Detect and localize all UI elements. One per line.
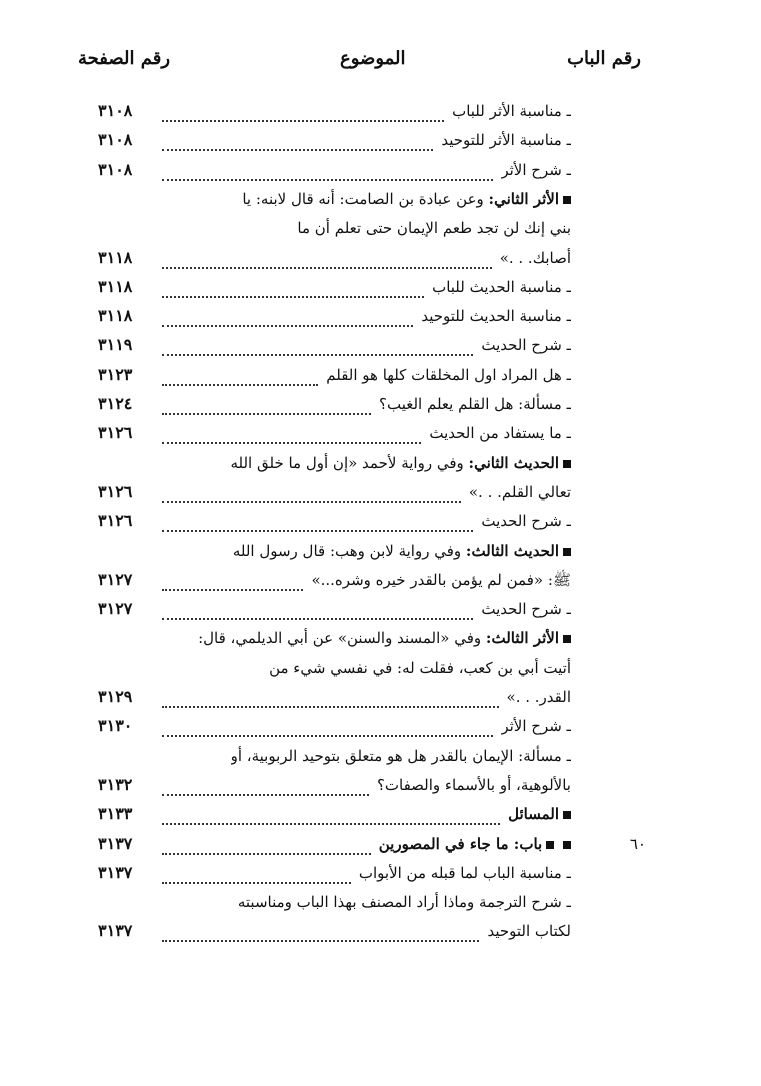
toc-entry-label: ـ شرح الأثر <box>501 161 571 179</box>
toc-entry-label: أتيت أبي بن كعب، فقلت له: في نفسي شيء من <box>269 659 571 677</box>
toc-entry-label: بني إنك لن تجد طعم الإيمان حتى تعلم أن ما <box>297 219 571 237</box>
toc-entry-label: ـ مسألة: هل القلم يعلم الغيب؟ <box>379 395 571 413</box>
toc-entry-label: أصابك. . .» <box>499 249 571 267</box>
toc-entry <box>0 418 761 448</box>
toc-entry <box>0 653 761 683</box>
toc-entry-text <box>297 217 571 239</box>
toc-entry <box>0 96 761 126</box>
toc-page-number: ٣١٢٦ <box>98 511 133 530</box>
toc-entry <box>0 711 761 741</box>
toc-page-number: ٣١١٩ <box>98 335 133 354</box>
toc-entry <box>0 916 761 946</box>
toc-entry-label: لكتاب التوحيد <box>487 922 571 940</box>
dot-leader <box>162 688 499 708</box>
toc-entry <box>0 330 761 360</box>
toc-entry <box>0 213 761 243</box>
square-bullet-icon <box>563 548 571 556</box>
toc-entry <box>0 858 761 888</box>
toc-entry-label: ـ مسألة: الإيمان بالقدر هل هو متعلق بتوحيد الربوبية، أو <box>230 747 571 765</box>
dot-leader <box>162 776 369 796</box>
toc-page-number: ٣١٠٨ <box>98 130 133 149</box>
dot-leader <box>162 131 433 151</box>
toc-entry-text <box>481 334 571 356</box>
toc-entry-label: وفي «المسند والسنن» عن أبي الديلمي، قال: <box>198 629 486 647</box>
toc-entry-label: ـ مناسبة الأثر للتوحيد <box>441 131 571 149</box>
toc-page-number: ٣١٢٧ <box>98 570 133 589</box>
toc-page-number: ٣١٣٠ <box>98 716 133 735</box>
toc-entry-text <box>481 598 571 620</box>
toc-entry-label: ـ مناسبة الحديث للتوحيد <box>421 307 571 325</box>
toc-entry <box>0 506 761 536</box>
column-header-page-number: رقم الصفحة <box>78 48 171 69</box>
toc-entry <box>0 272 761 302</box>
dot-leader <box>162 278 424 298</box>
toc-entry <box>0 448 761 478</box>
dot-leader <box>162 161 493 181</box>
toc-entry <box>0 301 761 331</box>
toc-entry-text <box>326 364 571 386</box>
toc-entry-text <box>469 481 571 503</box>
toc-page-number: ٣١١٨ <box>98 248 133 267</box>
toc-entry-text <box>230 452 571 474</box>
square-bullet-icon <box>563 460 571 468</box>
dot-leader <box>162 307 413 327</box>
toc-entry <box>0 155 761 185</box>
toc-entry-label: ـ مناسبة الحديث للباب <box>432 278 571 296</box>
dot-leader <box>162 512 473 532</box>
square-bullet-icon <box>563 811 571 819</box>
dot-leader <box>162 424 421 444</box>
dot-leader <box>162 395 371 415</box>
toc-entry <box>0 887 761 917</box>
dot-leader <box>162 922 479 942</box>
toc-entry <box>0 682 761 712</box>
toc-page-number: ٣١٢٧ <box>98 599 133 618</box>
dot-leader <box>162 102 444 122</box>
toc-entry <box>0 389 761 419</box>
toc-entry <box>0 565 761 595</box>
toc-entry-label: ـ شرح الحديث <box>481 512 571 530</box>
toc-page-number: ٣١٣٧ <box>98 834 133 853</box>
toc-entry-text <box>311 569 571 591</box>
square-bullet-icon <box>563 196 571 204</box>
toc-entry <box>0 184 761 214</box>
toc-entry-label: ـ شرح الأثر <box>501 717 571 735</box>
column-header-bab-number: رقم الباب <box>567 48 641 69</box>
toc-page-number: ٣١٠٨ <box>98 101 133 120</box>
toc-page-number: ٣١٠٨ <box>98 160 133 179</box>
toc-entry-text <box>379 393 571 415</box>
toc-entry-label: ـ مناسبة الباب لما قبله من الأبواب <box>358 864 571 882</box>
toc-entry <box>0 360 761 390</box>
toc-page-number: ٣١٢٦ <box>98 482 133 501</box>
toc-entry <box>0 623 761 653</box>
toc-entry-text <box>231 745 571 767</box>
toc-entry-heading: باب: ما جاء في المصورين <box>378 835 543 853</box>
toc-page-number: ٣١٢٤ <box>98 394 133 413</box>
toc-entry <box>0 243 761 273</box>
toc-entry <box>0 799 761 829</box>
toc-page-number: ٣١٢٣ <box>98 365 133 384</box>
toc-entry-text <box>379 833 571 855</box>
toc-entry-text <box>508 803 571 825</box>
dot-leader <box>162 249 492 269</box>
toc-entry-label: ـ مناسبة الأثر للباب <box>452 102 571 120</box>
bab-number: ٦٠ <box>629 835 646 853</box>
toc-entry-label: بالألوهية، أو بالأسماء والصفات؟ <box>376 776 571 794</box>
toc-entry <box>0 125 761 155</box>
toc-entry-text <box>198 627 571 649</box>
toc-page-number: ٣١٣٧ <box>98 863 133 882</box>
toc-page-number: ٣١٢٦ <box>98 423 133 442</box>
dot-leader <box>162 366 318 386</box>
dot-leader <box>162 600 473 620</box>
dot-leader <box>162 571 303 591</box>
toc-entry <box>0 741 761 771</box>
toc-page-number: ٣١٣٧ <box>98 921 133 940</box>
dot-leader <box>162 864 351 884</box>
square-bullet-icon <box>563 841 571 849</box>
toc-entry-label: ـ هل المراد اول المخلقات كلها هو القلم <box>326 366 571 384</box>
toc-page-number: ٣١١٨ <box>98 306 133 325</box>
toc-entry-text <box>487 920 571 942</box>
toc-entry-heading: المسائل <box>508 805 559 823</box>
toc-entry-heading: الحديث الثاني: <box>468 454 559 472</box>
toc-entry-label: القدر. . .» <box>506 688 571 706</box>
toc-entry <box>0 536 761 566</box>
toc-entry-heading: الحديث الثالث: <box>465 542 559 560</box>
dot-leader <box>162 336 473 356</box>
toc-entry-text <box>432 276 571 298</box>
toc-entry-text <box>269 657 571 679</box>
square-bullet-icon <box>563 635 571 643</box>
toc-entry-label: ﷺ: «فمن لم يؤمن بالقدر خيره وشره...» <box>311 571 571 589</box>
toc-entry-heading: الأثر الثاني: <box>488 190 559 208</box>
toc-entry-heading: الأثر الثالث: <box>485 629 559 647</box>
toc-entry-text <box>429 422 571 444</box>
toc-entry-label: ـ شرح الترجمة وماذا أراد المصنف بهذا الباب ومناسبته <box>237 893 571 911</box>
column-header-topic: الموضوع <box>340 48 406 69</box>
toc-entry-text <box>441 129 571 151</box>
toc-page-number: ٣١٣٢ <box>98 775 133 794</box>
toc-entry-text <box>421 305 571 327</box>
toc-entry-text <box>507 686 571 708</box>
toc-entry <box>0 829 761 859</box>
toc-entry-text <box>377 774 571 796</box>
toc-entry <box>0 770 761 800</box>
dot-leader <box>162 717 493 737</box>
dot-leader <box>162 835 371 855</box>
toc-entry-label: وعن عبادة بن الصامت: أنه قال لابنه: يا <box>242 190 489 208</box>
toc-entry-text <box>359 862 571 884</box>
toc-entry-text <box>501 159 571 181</box>
toc-entry <box>0 477 761 507</box>
square-bullet-icon <box>546 841 554 849</box>
dot-leader <box>162 483 461 503</box>
toc-entry <box>0 594 761 624</box>
toc-entry-text <box>501 715 571 737</box>
toc-entry-text <box>233 540 571 562</box>
toc-entry-label: تعالي القلم. . .» <box>468 483 571 501</box>
dot-leader <box>162 805 500 825</box>
toc-entry-label: وفي رواية لابن وهب: قال رسول الله <box>232 542 466 560</box>
toc-entry-text <box>238 891 571 913</box>
toc-page-number: ٣١٣٣ <box>98 804 133 823</box>
toc-entry-label: ـ ما يستفاد من الحديث <box>429 424 571 442</box>
toc-entry-label: وفي رواية لأحمد «إن أول ما خلق الله <box>230 454 469 472</box>
toc-entry-label: ـ شرح الحديث <box>481 336 571 354</box>
toc-entry-text <box>481 510 571 532</box>
toc-entry-text <box>452 100 571 122</box>
toc-page-number: ٣١١٨ <box>98 277 133 296</box>
toc-entry-label: ـ شرح الحديث <box>481 600 571 618</box>
toc-entry-text <box>500 247 571 269</box>
toc-page-number: ٣١٢٩ <box>98 687 133 706</box>
toc-entry-text <box>242 188 571 210</box>
